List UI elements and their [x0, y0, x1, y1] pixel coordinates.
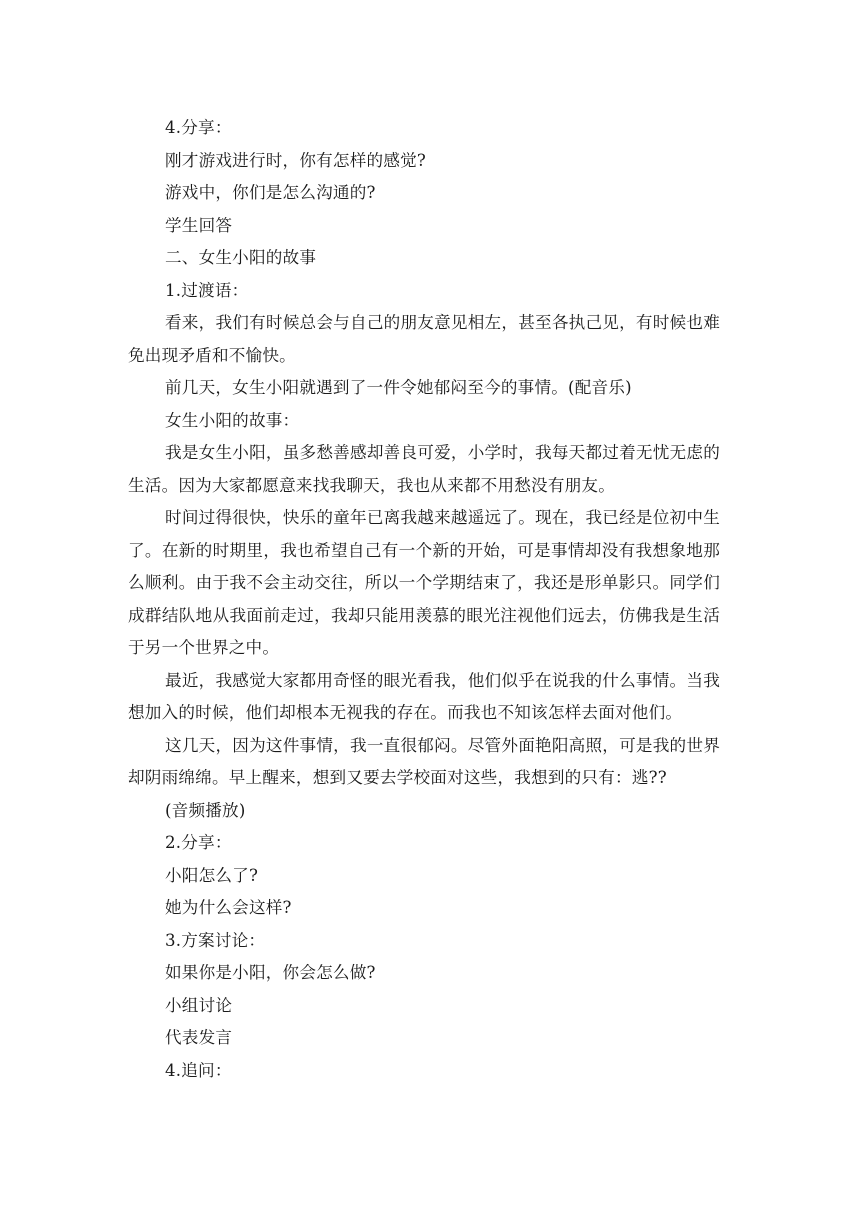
story-paragraph: 这几天，因为这件事情，我一直很郁闷。尽管外面艳阳高照，可是我的世界却阴雨绵绵。早上醒来，想到又要去学校面对这些，我想到的只有：逃?? [128, 735, 720, 787]
story-paragraph: 时间过得很快，快乐的童年已离我越来越遥远了。现在，我已经是位初中生了。在新的时期里，我也希望自己有一个新的开始，可是事情却没有我想象地那么顺利。由于我不会主动交往，所以一个学期结束了，我还是形单影只。同学们成群结队地从我面前走过，我却只能用羡慕的眼光注视他们远去，仿佛我是生活于另一个世界之中。 [128, 508, 720, 657]
body-paragraph: 看来，我们有时候总会与自己的朋友意见相左，甚至各执己见，有时候也难免出现矛盾和不愉快。 [128, 313, 720, 365]
story-paragraph: 最近，我感觉大家都用奇怪的眼光看我，他们似乎在说我的什么事情。当我想加入的时候，他们却根本无视我的存在。而我也不知该怎样去面对他们。 [128, 670, 720, 722]
section-heading: 二、女生小阳的故事 [165, 248, 317, 267]
question-text: 小阳怎么了? [165, 865, 259, 885]
section-heading: 4.分享： [165, 118, 232, 137]
body-paragraph: 学生回答 [165, 215, 233, 235]
document-body [128, 112, 720, 1087]
body-paragraph: 代表发言 [165, 1028, 233, 1047]
body-paragraph: 小组讨论 [165, 995, 233, 1015]
section-heading: 3.方案讨论： [165, 930, 266, 950]
question-text: 她为什么会这样? [165, 898, 292, 917]
question-text: 游戏中，你们是怎么沟通的? [165, 183, 376, 202]
story-paragraph: 我是女生小阳，虽多愁善感却善良可爱，小学时，我每天都过着无忧无虑的生活。因为大家都愿意来找我聊天，我也从来都不用愁没有朋友。 [128, 443, 720, 495]
body-paragraph: 前几天，女生小阳就遇到了一件令她郁闷至今的事情。(配音乐) [165, 378, 632, 397]
section-heading: 4.追问： [165, 1060, 232, 1080]
section-heading: 2.分享： [165, 833, 232, 852]
body-paragraph: (音频播放) [165, 800, 246, 820]
question-text: 如果你是小阳，你会怎么做? [165, 963, 376, 982]
section-heading: 1.过渡语： [165, 280, 249, 300]
question-text: 刚才游戏进行时，你有怎样的感觉? [165, 150, 427, 170]
body-paragraph: 女生小阳的故事： [165, 410, 300, 430]
